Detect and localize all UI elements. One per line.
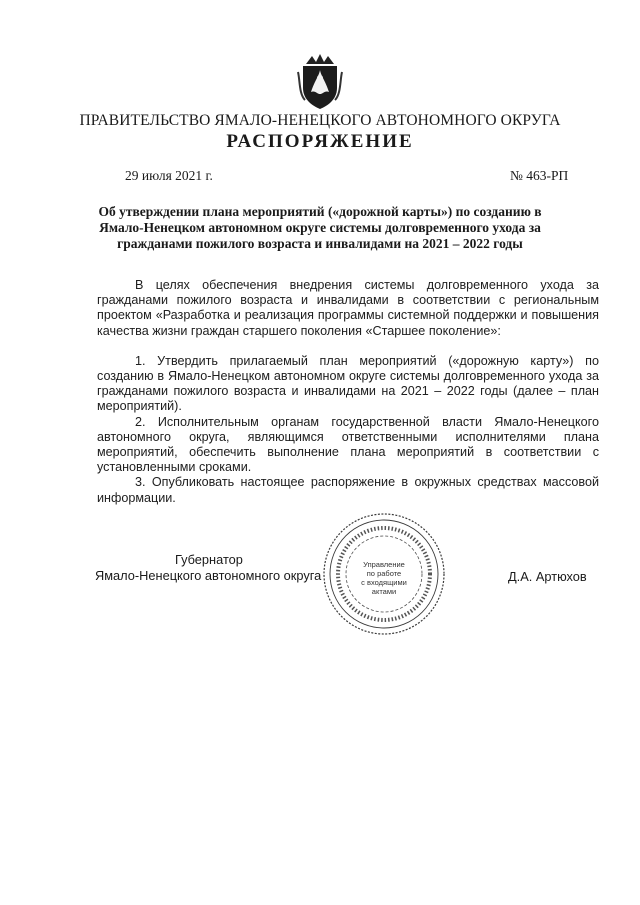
document-date: 29 июля 2021 г. (125, 168, 213, 183)
stamp-line-2: по работе (366, 569, 402, 578)
signatory-name: Д.А. Артюхов (508, 569, 587, 584)
stamp-line-1: Управление (363, 560, 405, 569)
stamp-center-text (354, 560, 414, 596)
document-number: № 463-РП (510, 168, 569, 183)
stamp-line-4: актами (371, 587, 397, 596)
position-line-2: Ямало-Ненецкого автономного округа (95, 568, 322, 583)
intro-paragraph: В целях обеспечения внедрения системы долговременного ухода за гражданами пожилого возраста и инвалидами в соответствии с региональным проектом «Разработка и реализация программы системной поддержки и повышения качества жизни граждан старшего поколения «Старшее поколение»: (97, 278, 599, 338)
document-body (97, 278, 599, 506)
organization-name: ПРАВИТЕЛЬСТВО ЯМАЛО-НЕНЕЦКОГО АВТОНОМНОГО ОКРУГА (79, 112, 561, 129)
stamp-line-3: с входящими (361, 578, 407, 587)
item-2-paragraph: 2. Исполнительным органам государственной власти Ямало-Ненецкого автономного округа, являющимся ответственными исполнителями плана мероприятий, обеспечить выполнение плана мероприятий в соответствии с установленными сроками. (97, 414, 599, 475)
item-3-paragraph: 3. Опубликовать настоящее распоряжение в окружных средствах массовой информации. (97, 475, 599, 505)
coat-of-arms-icon (297, 50, 343, 110)
item-1-paragraph: 1. Утвердить прилагаемый план мероприятий («дорожную карту») по созданию в Ямало-Ненецком автономном округе системы долговременного ухода за гражданами пожилого возраста и инвалидами на 2021 – 2022 годы (далее – план мероприятий). (97, 353, 599, 414)
signatory-position (95, 552, 345, 584)
document-type: РАСПОРЯЖЕНИЕ (226, 131, 414, 152)
position-line-1: Губернатор (175, 552, 243, 567)
document-title: Об утверждении плана мероприятий («дорожной карты») по созданию в Ямало-Ненецком автономном округе системы долговременного ухода за гражданами пожилого возраста и инвалидами на 2021 – 2022 годы (98, 204, 542, 251)
